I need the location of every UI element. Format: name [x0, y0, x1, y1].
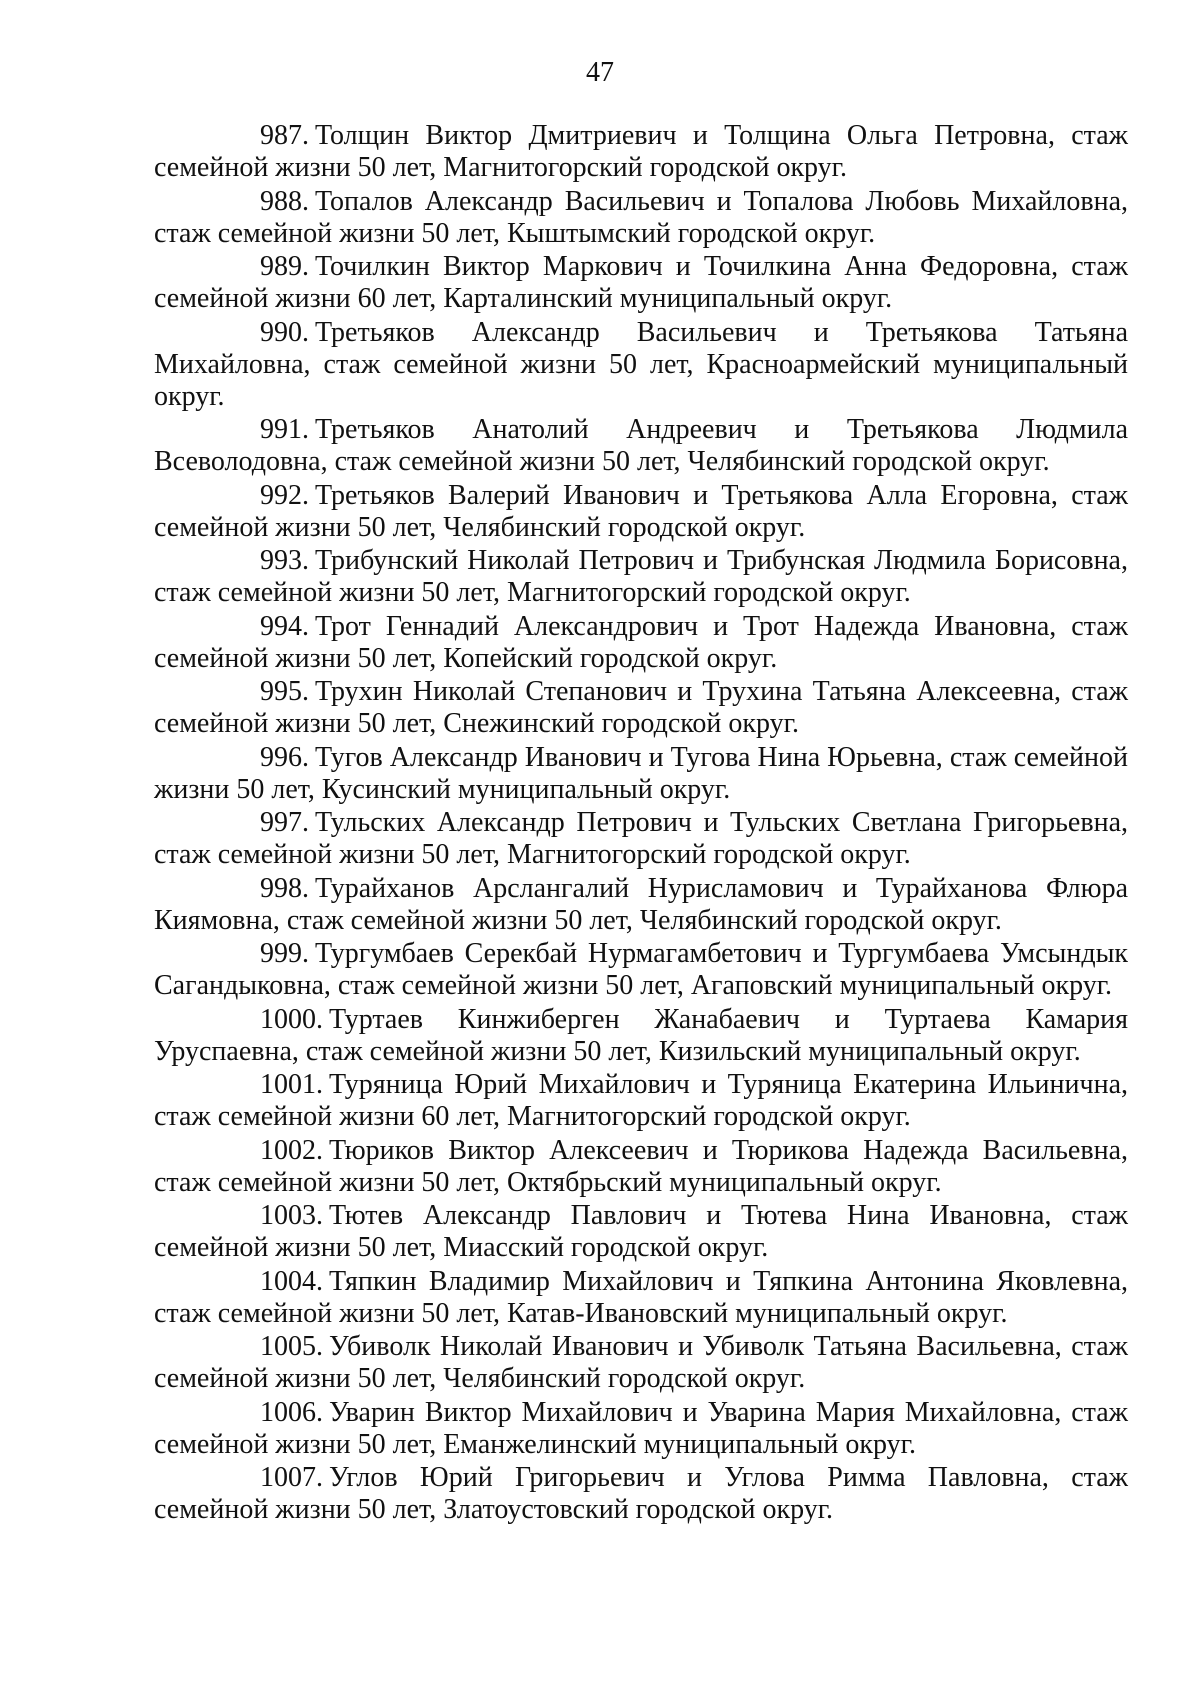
list-item — [154, 938, 1128, 1002]
list-item — [154, 611, 1128, 675]
entry-number: 990. — [260, 316, 309, 348]
entry-number: 1002. — [260, 1134, 323, 1166]
entry-number: 1000. — [260, 1003, 323, 1035]
entry-number: 999. — [260, 938, 309, 969]
list-item — [154, 1069, 1128, 1133]
entry-text: Тургумбаев Серекбай Нурмагамбетович и Тургумбаева Умсындык Сагандыковна, стаж семейной жизни 50 лет, Агаповский муниципальный округ. — [154, 938, 1128, 1001]
entry-text: Убиволк Николай Иванович и Убиволк Татьяна Васильевна, стаж семейной жизни 50 лет, Челябинский городской округ. — [154, 1331, 1128, 1394]
entry-text: Трот Геннадий Александрович и Трот Надежда Ивановна, стаж семейной жизни 50 лет, Копейский городской округ. — [154, 610, 1128, 674]
list-item — [154, 1004, 1128, 1068]
entry-number: 1001. — [260, 1069, 323, 1100]
list-item — [154, 676, 1128, 740]
entry-number: 991. — [260, 414, 309, 445]
list-item — [154, 1135, 1128, 1199]
entry-list — [154, 120, 1128, 1528]
entry-text: Уварин Виктор Михайлович и Уварина Мария Михайловна, стаж семейной жизни 50 лет, Еманжелинский муниципальный округ. — [154, 1396, 1128, 1460]
entry-text: Трибунский Николай Петрович и Трибунская Людмила Борисовна, стаж семейной жизни 50 лет, Магнитогорский городской округ. — [154, 545, 1128, 608]
entry-number: 994. — [260, 610, 309, 642]
entry-number: 1005. — [260, 1331, 323, 1362]
list-item — [154, 742, 1128, 806]
entry-text: Третьяков Анатолий Андреевич и Третьякова Людмила Всеволодовна, стаж семейной жизни 50 лет, Челябинский городской округ. — [154, 414, 1128, 477]
entry-text: Тугов Александр Иванович и Тугова Нина Юрьевна, стаж семейной жизни 50 лет, Кусинский муниципальный округ. — [154, 741, 1128, 805]
list-item — [154, 807, 1128, 871]
entry-text: Тульских Александр Петрович и Тульских Светлана Григорьевна, стаж семейной жизни 50 лет, Магнитогорский городской округ. — [154, 807, 1128, 870]
list-item — [154, 317, 1128, 413]
entry-number: 1003. — [260, 1200, 323, 1231]
list-item — [154, 1266, 1128, 1330]
entry-number: 988. — [260, 185, 309, 217]
entry-text: Тютев Александр Павлович и Тютева Нина Ивановна, стаж семейной жизни 50 лет, Миасский городской округ. — [154, 1200, 1128, 1263]
entry-number: 987. — [260, 120, 309, 151]
list-item — [154, 480, 1128, 544]
entry-text: Углов Юрий Григорьевич и Углова Римма Павловна, стаж семейной жизни 50 лет, Златоустовский городской округ. — [154, 1462, 1128, 1525]
list-item — [154, 120, 1128, 184]
entry-number: 1007. — [260, 1462, 323, 1493]
entry-text: Третьяков Александр Васильевич и Третьякова Татьяна Михайловна, стаж семейной жизни 50 лет, Красноармейский муниципальный округ. — [154, 316, 1128, 412]
entry-number: 992. — [260, 479, 309, 511]
entry-number: 998. — [260, 872, 309, 904]
entry-text: Точилкин Виктор Маркович и Точилкина Анна Федоровна, стаж семейной жизни 60 лет, Карталинский муниципальный округ. — [154, 251, 1128, 314]
entry-number: 997. — [260, 807, 309, 838]
list-item — [154, 251, 1128, 315]
entry-number: 1006. — [260, 1396, 323, 1428]
entry-text: Тюриков Виктор Алексеевич и Тюрикова Надежда Васильевна, стаж семейной жизни 50 лет, Октябрьский муниципальный округ. — [154, 1134, 1128, 1198]
list-item — [154, 873, 1128, 937]
entry-text: Топалов Александр Васильевич и Топалова Любовь Михайловна, стаж семейной жизни 50 лет, Кыштымский городской округ. — [154, 185, 1128, 249]
entry-text: Трухин Николай Степанович и Трухина Татьяна Алексеевна, стаж семейной жизни 50 лет, Снежинский городской округ. — [154, 676, 1128, 739]
list-item — [154, 414, 1128, 478]
entry-number: 996. — [260, 741, 309, 773]
entry-text: Турайханов Арслангалий Нурисламович и Турайханова Флюра Киямовна, стаж семейной жизни 50 лет, Челябинский городской округ. — [154, 872, 1128, 936]
list-item — [154, 1331, 1128, 1395]
list-item — [154, 1462, 1128, 1526]
entry-text: Тяпкин Владимир Михайлович и Тяпкина Антонина Яковлевна, стаж семейной жизни 50 лет, Катав-Ивановский муниципальный округ. — [154, 1265, 1128, 1329]
entry-number: 995. — [260, 676, 309, 707]
entry-number: 1004. — [260, 1265, 323, 1297]
entry-text: Туряница Юрий Михайлович и Туряница Екатерина Ильинична, стаж семейной жизни 60 лет, Магнитогорский городской округ. — [154, 1069, 1128, 1132]
entry-text: Туртаев Кинжиберген Жанабаевич и Туртаева Камария Уруспаевна, стаж семейной жизни 50 лет, Кизильский муниципальный округ. — [154, 1003, 1128, 1067]
entry-text: Третьяков Валерий Иванович и Третьякова Алла Егоровна, стаж семейной жизни 50 лет, Челябинский городской округ. — [154, 479, 1128, 543]
list-item — [154, 1200, 1128, 1264]
page-number: 47 — [586, 57, 614, 88]
entry-number: 989. — [260, 251, 309, 282]
list-item — [154, 545, 1128, 609]
list-item — [154, 1397, 1128, 1461]
entry-number: 993. — [260, 545, 309, 576]
list-item — [154, 186, 1128, 250]
entry-text: Толщин Виктор Дмитриевич и Толщина Ольга Петровна, стаж семейной жизни 50 лет, Магнитогорский городской округ. — [154, 120, 1128, 183]
